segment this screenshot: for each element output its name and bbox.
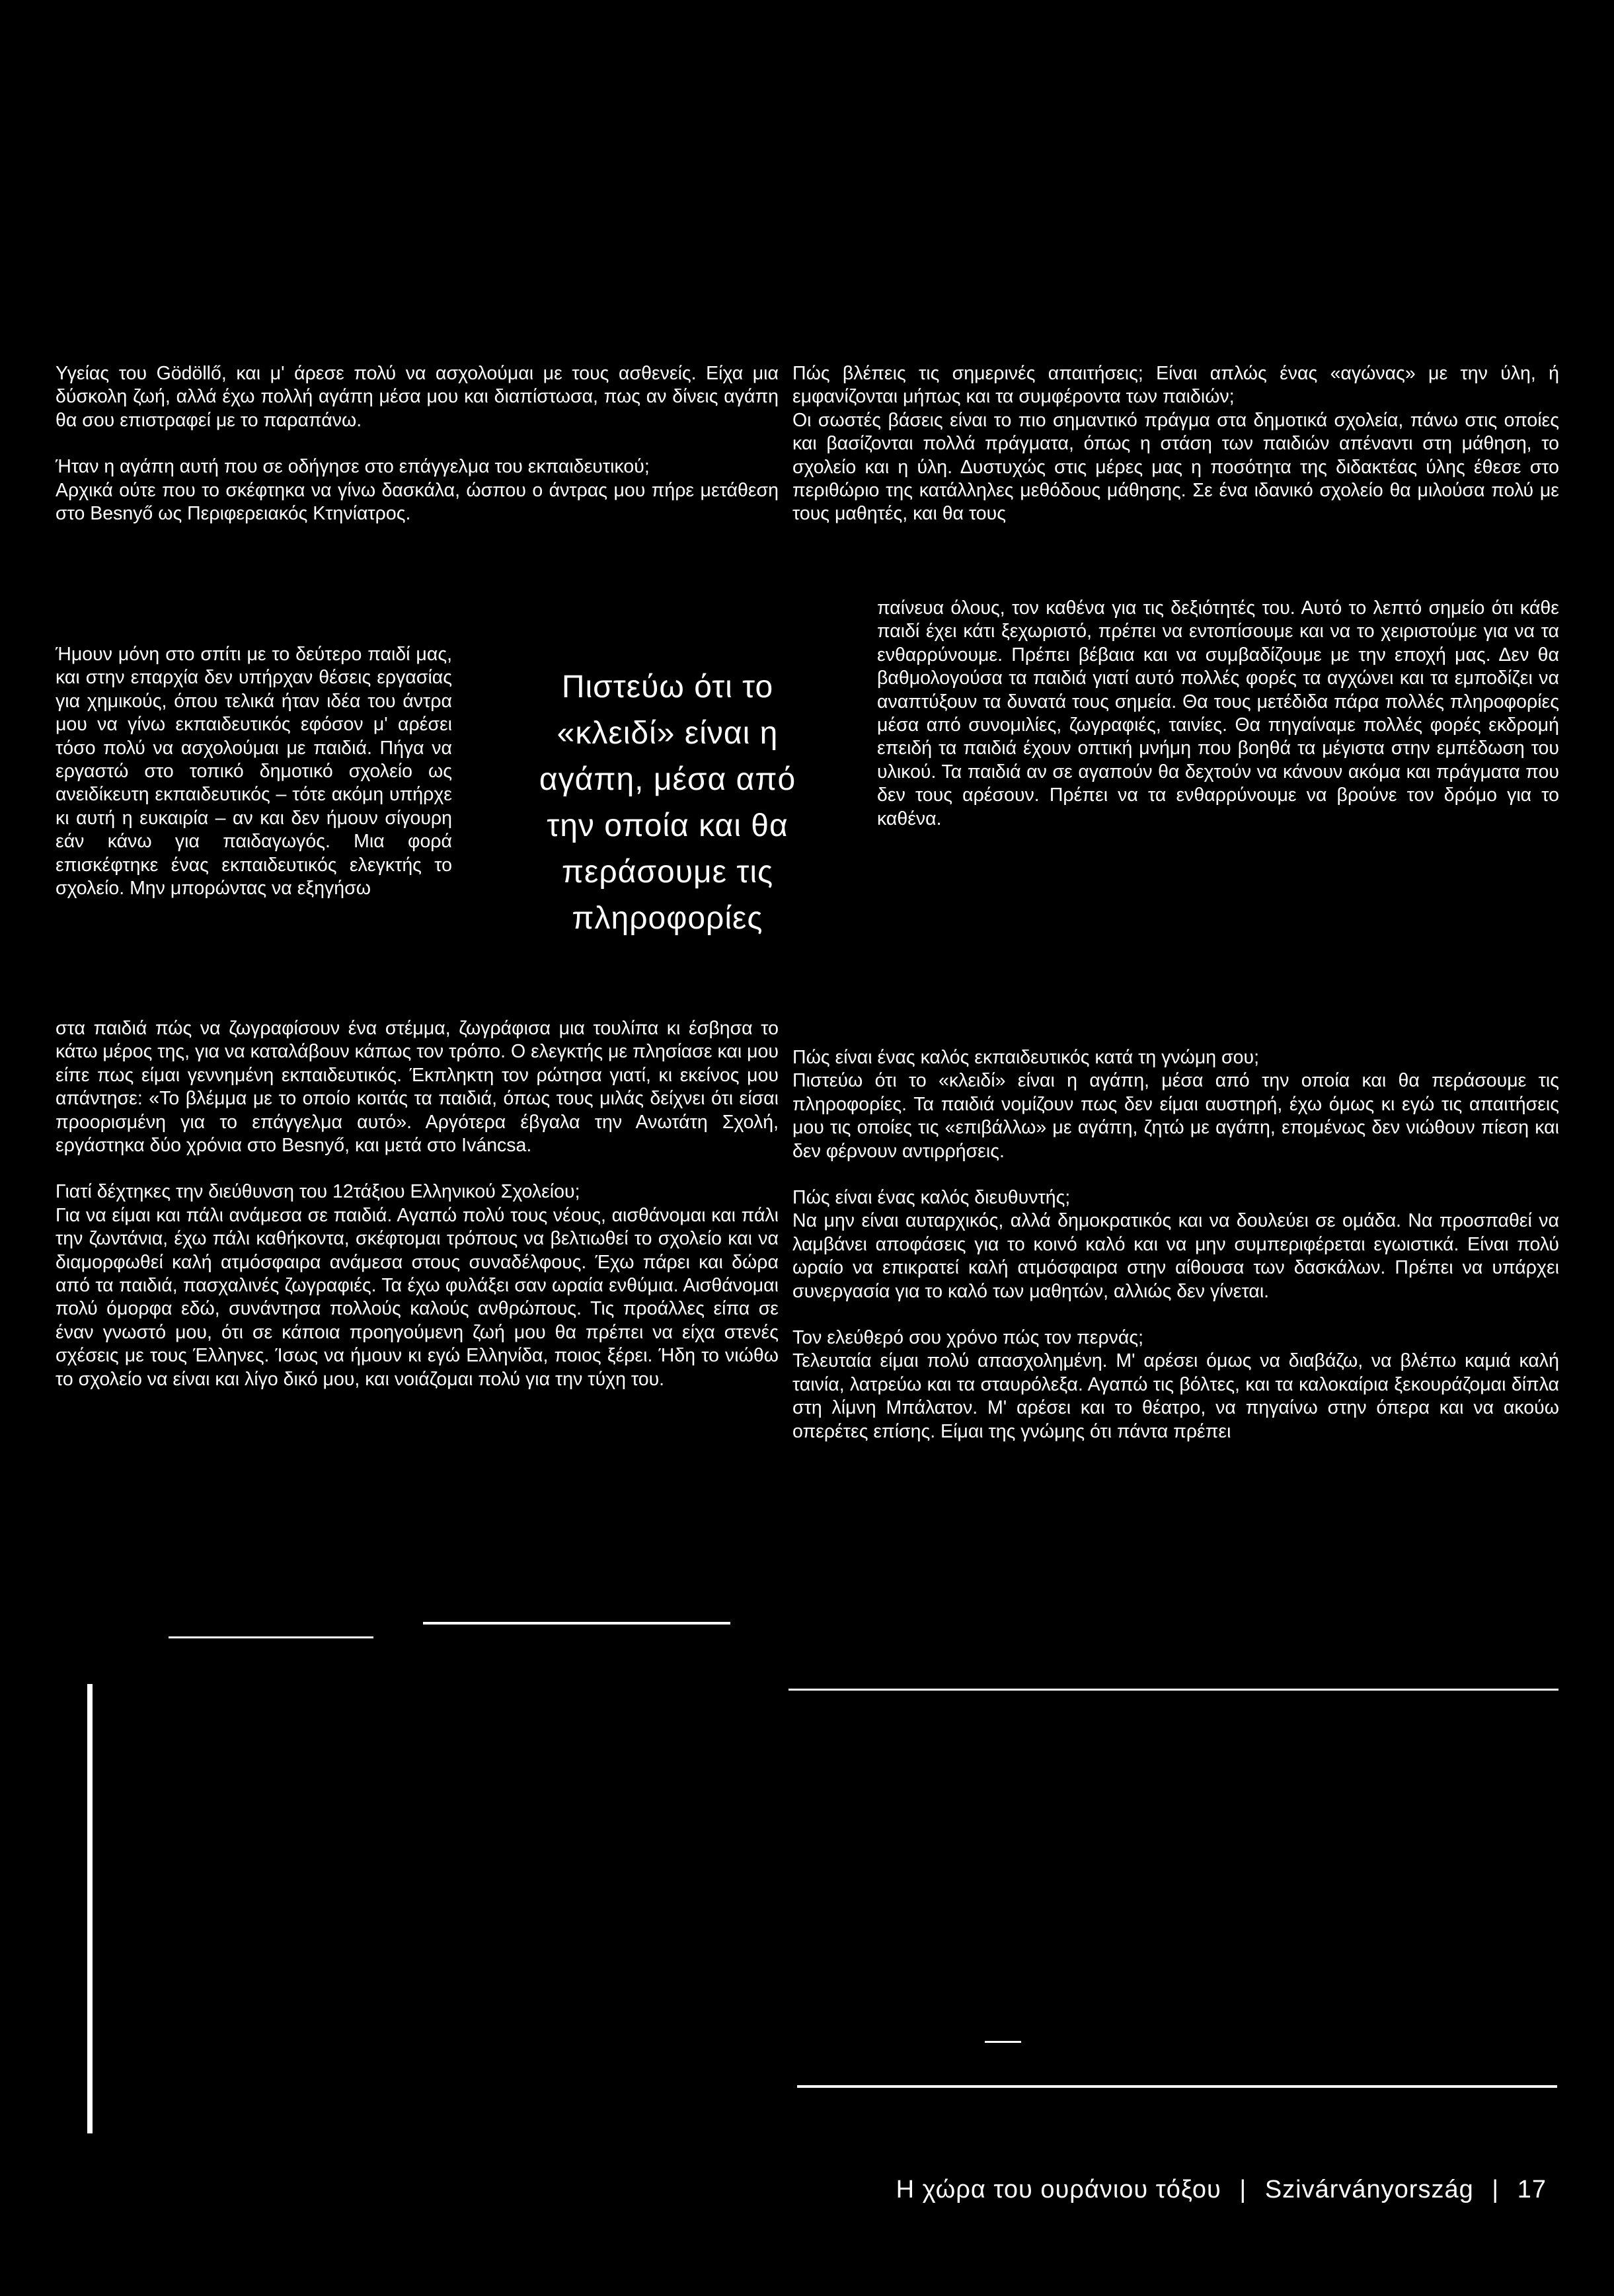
- article-left-column-bottom: [56, 1017, 779, 1391]
- article-right-column-indented: [877, 597, 1559, 831]
- interview-question: Πώς βλέπεις τις σημερινές απαιτήσεις; Είναι απλώς ένας «αγώνας» με την ύλη, ή εμφανίζονται μήπως και τα συμφέροντα των παιδιών;: [792, 363, 1559, 408]
- article-left-column-top: [56, 362, 779, 525]
- interview-question: Τον ελεύθερό σου χρόνο πώς τον περνάς;: [792, 1327, 1144, 1349]
- pull-quote-line: «κλειδί» είναι η: [557, 716, 779, 751]
- article-right-column-bottom: [792, 1046, 1559, 1443]
- paragraph: παίνευα όλους, τον καθένα για τις δεξιότητές του. Αυτό το λεπτό σημείο ότι κάθε παιδί έχει κάτι ξεχωριστό, πρέπει να εντοπίσουμε και να το χειριστούμε για να τα ενθαρρύνουμε. Πρέπει βέβαια και να συμβαδίζουμε με την εποχή μας. Δεν θα βαθμολογούσα τα παιδιά γιατί αυτό πολλές φορές τα αγχώνει και τα εμποδίζει να αναπτύξουν τα δυνατά τους σημεία. Θα τους μετέδιδα πάρα πολλές πληροφορίες μέσα από συνομιλίες, ζωγραφιές, ταινίες. Θα πηγαίναμε πολλές φορές εκδρομή επειδή τα παιδιά έχουν οπτική μνήμη που βοηθά τα μέγιστα στην εμπέδωση του υλικού. Τα παιδιά αν σε αγαπούν θα δεχτούν να κάνουν ακόμα και πράγματα που δεν τους αρέσουν. Πρέπει να τα ενθαρρύνουμε να βρούνε τον δρόμο για το καθένα.: [877, 597, 1559, 829]
- paragraph: Να μην είναι αυταρχικός, αλλά δημοκρατικός και να δουλεύει σε ομάδα. Να προσπαθεί να λαμβάνει αποφάσεις για το κοινό καλό και να μην συμπεριφέρεται εγωιστικά. Είναι πολύ ωραίο να επικρατεί καλή ατμόσφαιρα στην αίθουσα των δασκάλων. Πρέπει να υπάρχει συνεργασία για το καλό των μαθητών, αλλιώς δεν γίνεται.: [792, 1210, 1559, 1302]
- pull-quote: [502, 664, 833, 942]
- paragraph: Οι σωστές βάσεις είναι το πιο σημαντικό πράγμα στα δημοτικά σχολεία, πάνω στις οποίες και βασίζονται πολλά πράγματα, όπως η στάση των παιδιών απέναντι στη μάθηση, το σχολείο και η ύλη. Δυστυχώς στις μέρες μας η ποσότητα της διδακτέας ύλης έθεσε στο περιθώριο της κατάλληλες μεθόδους μάθησης. Σε ένα ιδανικό σχολείο θα μιλούσα πολύ με τους μαθητές, και θα τους: [792, 409, 1559, 525]
- page-number: 17: [1517, 2176, 1547, 2203]
- paragraph: Αρχικά ούτε που το σκέφτηκα να γίνω δασκάλα, ώσπου ο άντρας μου πήρε μετάθεση στο Besnyő ως Περιφερειακός Κτηνίατρος.: [56, 479, 779, 525]
- divider-line: [87, 1684, 93, 2133]
- interview-question: Πώς είναι ένας καλός διευθυντής;: [792, 1187, 1071, 1209]
- paragraph: Πιστεύω ότι το «κλειδί» είναι η αγάπη, μέσα από την οποία και θα περάσουμε τις πληροφορίες. Τα παιδιά νομίζουν πως δεν είμαι αυστηρή, έχω όμως κι εγώ τις απαιτήσεις μου τις οποίες τις «επιβάλλω» με αγάπη, ζητώ με αγάπη, επομένως δεν νιώθουν πίεση και δεν φέρνουν αντιρρήσεις.: [792, 1070, 1559, 1162]
- page-footer: [780, 2176, 1547, 2204]
- divider-line: [797, 2085, 1557, 2088]
- pull-quote-line: αγάπη, μέσα από: [539, 762, 796, 797]
- magazine-title-hungarian: Szivárványország: [1264, 2176, 1474, 2203]
- divider-line: [423, 1622, 730, 1625]
- article-left-column-narrow: [56, 643, 452, 900]
- paragraph: στα παιδιά πώς να ζωγραφίσουν ένα στέμμα, ζωγράφισα μια τουλίπα κι έσβησα το κάτω μέρος της, για να καταλάβουν κάπως τον τρόπο. Ο ελεγκτής με πλησίασε και μου είπε πως είμαι γεννημένη εκπαιδευτικός. Έκπληκτη τον ρώτησα γιατί, κι εκείνος μου απάντησε: «Το βλέμμα με το οποίο κοιτάς τα παιδιά, όπως τους μιλάς δείχνει ότι είσαι προορισμένη για το επάγγελμα αυτό». Αργότερα έβγαλα την Ανωτάτη Σχολή, εργάστηκα δύο χρόνια στο Besnyő, και μετά στο Iváncsa.: [56, 1018, 779, 1157]
- paragraph: Υγείας του Gödöllő, και μ' άρεσε πολύ να ασχολούμαι με τους ασθενείς. Είχα μια δύσκολη ζωή, αλλά έχω πολλή αγάπη μέσα μου και διαπίστωσα, πως αν δίνεις αγάπη θα σου επιστραφεί με το παραπάνω.: [56, 363, 779, 431]
- footer-separator: |: [1239, 2176, 1247, 2203]
- interview-question: Πώς είναι ένας καλός εκπαιδευτικός κατά τη γνώμη σου;: [792, 1047, 1260, 1068]
- paragraph: Για να είμαι και πάλι ανάμεσα σε παιδιά. Αγαπώ πολύ τους νέους, αισθάνομαι και πάλι την ζωντάνια, έχω πάλι καθήκοντα, σκέφτομαι τρόπους να βελτιωθεί το σχολείο και να διαμορφωθεί καλή ατμόσφαιρα ανάμεσα στους συναδέλφους. Έχω πάρει και δώρα από τα παιδιά, πασχαλινές ζωγραφιές. Τα έχω φυλάξει σαν ωραία ενθύμια. Αισθάνομαι πολύ όμορφα εδώ, συνάντησα πολλούς καλούς ανθρώπους. Τις προάλλες είπα σε έναν γνωστό μου, ότι σε κάποια προηγούμενη ζωή μου θα πρέπει να είχα στενές σχέσεις με τους Έλληνες. Ίσως να ήμουν κι εγώ Ελληνίδα, ποιος ξέρει. Ήδη το νιώθω το σχολείο να είναι και λίγο δικό μου, και νοιάζομαι πολύ για την τύχη του.: [56, 1204, 779, 1390]
- pull-quote-line: Πιστεύω ότι το: [561, 670, 774, 705]
- interview-question: Ήταν η αγάπη αυτή που σε οδήγησε στο επάγγελμα του εκπαιδευτικού;: [56, 456, 650, 478]
- pull-quote-line: περάσουμε τις: [561, 855, 774, 890]
- pull-quote-line: την οποία και θα: [547, 808, 788, 843]
- divider-line: [169, 1636, 373, 1638]
- article-right-column-top: [792, 362, 1559, 526]
- pull-quote-line: πληροφορίες: [572, 901, 763, 936]
- divider-line: [985, 2041, 1021, 2043]
- footer-separator: |: [1492, 2176, 1500, 2203]
- magazine-title-greek: Η χώρα του ουράνιου τόξου: [896, 2176, 1221, 2203]
- paragraph: Ήμουν μόνη στο σπίτι με το δεύτερο παιδί μας, και στην επαρχία δεν υπήρχαν θέσεις εργασίας για χημικούς, όπου τελικά ήταν ιδέα του άντρα μου να γίνω εκπαιδευτικός εφόσον μ' αρέσει τόσο πολύ να ασχολούμαι με παιδιά. Πήγα να εργαστώ στο τοπικό δημοτικό σχολείο ως ανειδίκευτη εκπαιδευτικός – τότε ακόμη υπήρχε κι αυτή η ευκαιρία – αν και δεν ήμουν σίγουρη εάν κάνω για παιδαγωγός. Μια φορά επισκέφτηκε ένας εκπαιδευτικός ελεγκτής το σχολείο. Μην μπορώντας να εξηγήσω: [56, 644, 452, 899]
- paragraph: Τελευταία είμαι πολύ απασχολημένη. Μ' αρέσει όμως να διαβάζω, να βλέπω καμιά καλή ταινία, λατρεύω και τα σταυρόλεξα. Αγαπώ τις βόλτες, και τα καλοκαίρια ξεκουράζομαι δίπλα στη λίμνη Μπάλατον. Μ' αρέσει και το θέατρο, να πηγαίνω στην όπερα και να ακούω οπερέτες επίσης. Είμαι της γνώμης ότι πάντα πρέπει: [792, 1350, 1559, 1442]
- interview-question: Γιατί δέχτηκες την διεύθυνση του 12τάξιου Ελληνικού Σχολείου;: [56, 1181, 580, 1203]
- divider-line: [788, 1689, 1558, 1691]
